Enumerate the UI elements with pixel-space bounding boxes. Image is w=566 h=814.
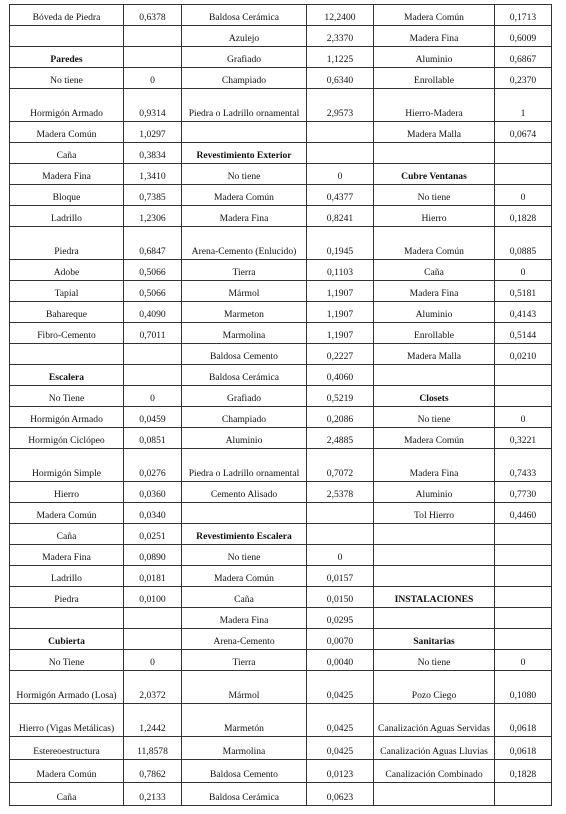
item-coefficient: 0,0360 xyxy=(124,482,182,503)
item-coefficient: 1,1225 xyxy=(307,47,374,68)
item-name: Pozo Ciego xyxy=(374,671,495,704)
item-coefficient: 2,0372 xyxy=(124,671,182,704)
item-coefficient: 0,0890 xyxy=(124,545,182,566)
item-coefficient xyxy=(124,365,182,386)
item-coefficient: 0,0425 xyxy=(307,671,374,704)
item-name xyxy=(182,122,307,143)
table-row xyxy=(10,68,552,89)
coefficients-table xyxy=(9,4,552,806)
item-name: Hormigón Simple xyxy=(10,449,124,482)
section-header: Paredes xyxy=(10,47,124,68)
item-coefficient: 0,0340 xyxy=(124,503,182,524)
item-name: Madera Malla xyxy=(374,122,495,143)
table-row xyxy=(10,281,552,302)
table-row xyxy=(10,206,552,227)
item-name: Bahareque xyxy=(10,302,124,323)
item-name: No Tiene xyxy=(10,386,124,407)
item-name: Enrollable xyxy=(374,323,495,344)
table-row xyxy=(10,386,552,407)
item-coefficient: 1,2306 xyxy=(124,206,182,227)
item-name: Madera Fina xyxy=(374,26,495,47)
item-name: Madera Fina xyxy=(10,545,124,566)
item-coefficient xyxy=(495,783,552,806)
item-name xyxy=(374,365,495,386)
table-row xyxy=(10,783,552,806)
item-name: Marmetón xyxy=(182,704,307,737)
item-name: Arena-Cemento xyxy=(182,629,307,650)
section-header: Closets xyxy=(374,386,495,407)
item-coefficient: 0,1713 xyxy=(495,5,552,26)
item-name xyxy=(374,608,495,629)
item-coefficient: 0,4460 xyxy=(495,503,552,524)
item-name: Madera Fina xyxy=(10,164,124,185)
item-coefficient xyxy=(495,629,552,650)
item-coefficient: 1,1907 xyxy=(307,302,374,323)
table-row xyxy=(10,650,552,671)
item-coefficient: 1,1907 xyxy=(307,281,374,302)
item-coefficient: 0 xyxy=(495,650,552,671)
item-name: Madera Común xyxy=(374,227,495,260)
item-name: Baldosa Cemento xyxy=(182,344,307,365)
item-coefficient: 0,0885 xyxy=(495,227,552,260)
item-coefficient: 0 xyxy=(495,185,552,206)
item-name: Grafiado xyxy=(182,386,307,407)
item-coefficient: 0,0459 xyxy=(124,407,182,428)
item-coefficient: 0,7730 xyxy=(495,482,552,503)
item-name: Aluminio xyxy=(374,302,495,323)
table-row xyxy=(10,737,552,760)
item-coefficient: 0,0040 xyxy=(307,650,374,671)
item-coefficient: 0,0618 xyxy=(495,737,552,760)
item-name: Mármol xyxy=(182,281,307,302)
item-name: Marmolina xyxy=(182,737,307,760)
item-name: Canalización Aguas Lluvias xyxy=(374,737,495,760)
item-name: Tapial xyxy=(10,281,124,302)
table-row xyxy=(10,482,552,503)
item-coefficient: 0,0181 xyxy=(124,566,182,587)
item-name: Piedra o Ladrillo ornamental xyxy=(182,89,307,122)
item-coefficient xyxy=(495,587,552,608)
item-name: Tierra xyxy=(182,260,307,281)
item-name: Aluminio xyxy=(374,47,495,68)
table-body xyxy=(10,5,552,806)
item-coefficient: 0 xyxy=(124,68,182,89)
item-name: Champiado xyxy=(182,68,307,89)
table-row xyxy=(10,587,552,608)
table-row xyxy=(10,629,552,650)
item-coefficient xyxy=(307,122,374,143)
item-name: Madera Común xyxy=(10,503,124,524)
item-coefficient xyxy=(495,386,552,407)
item-coefficient: 0,0425 xyxy=(307,737,374,760)
item-name: Caña xyxy=(10,143,124,164)
item-name: Ladrillo xyxy=(10,206,124,227)
item-coefficient: 0,0210 xyxy=(495,344,552,365)
item-name: Piedra xyxy=(10,587,124,608)
item-coefficient: 0,0123 xyxy=(307,760,374,783)
item-name: Baldosa Cerámica xyxy=(182,783,307,806)
table-row xyxy=(10,449,552,482)
item-coefficient xyxy=(495,164,552,185)
item-coefficient: 0,0157 xyxy=(307,566,374,587)
item-coefficient: 0,7862 xyxy=(124,760,182,783)
item-coefficient: 0,3834 xyxy=(124,143,182,164)
item-coefficient: 12,2400 xyxy=(307,5,374,26)
item-coefficient: 0,0425 xyxy=(307,704,374,737)
item-coefficient: 0,0295 xyxy=(307,608,374,629)
item-coefficient: 0,6378 xyxy=(124,5,182,26)
section-header: Cubre Ventanas xyxy=(374,164,495,185)
item-coefficient: 0,0100 xyxy=(124,587,182,608)
item-coefficient xyxy=(124,344,182,365)
item-coefficient: 1,1907 xyxy=(307,323,374,344)
item-coefficient: 0,3221 xyxy=(495,428,552,449)
item-name: Arena-Cemento (Enlucido) xyxy=(182,227,307,260)
table-row xyxy=(10,566,552,587)
item-coefficient: 0,6009 xyxy=(495,26,552,47)
item-name: Madera Común xyxy=(10,760,124,783)
item-name: Ladrillo xyxy=(10,566,124,587)
item-name: Baldosa Cemento xyxy=(182,760,307,783)
item-coefficient: 0 xyxy=(307,164,374,185)
item-coefficient xyxy=(307,503,374,524)
item-name: No tiene xyxy=(374,407,495,428)
item-coefficient xyxy=(307,524,374,545)
table-row xyxy=(10,608,552,629)
item-name: Hierro-Madera xyxy=(374,89,495,122)
item-coefficient: 0,6867 xyxy=(495,47,552,68)
item-name xyxy=(374,143,495,164)
item-coefficient: 0,9314 xyxy=(124,89,182,122)
item-coefficient: 0,5066 xyxy=(124,260,182,281)
table-row xyxy=(10,365,552,386)
item-coefficient xyxy=(124,47,182,68)
table-row xyxy=(10,428,552,449)
section-header: Sanitarias xyxy=(374,629,495,650)
table-row xyxy=(10,524,552,545)
item-coefficient: 0,7433 xyxy=(495,449,552,482)
section-header: Revestimiento Exterior xyxy=(182,143,307,164)
item-name: Hormigón Armado (Losa) xyxy=(10,671,124,704)
table-row xyxy=(10,323,552,344)
item-coefficient: 0,2370 xyxy=(495,68,552,89)
item-name: Madera Fina xyxy=(374,281,495,302)
item-coefficient: 0,0276 xyxy=(124,449,182,482)
item-name: No tiene xyxy=(374,650,495,671)
item-coefficient: 0 xyxy=(495,407,552,428)
table-row xyxy=(10,545,552,566)
item-coefficient: 1,0297 xyxy=(124,122,182,143)
item-coefficient: 0,1828 xyxy=(495,206,552,227)
item-coefficient: 2,5378 xyxy=(307,482,374,503)
item-name: Marmeton xyxy=(182,302,307,323)
item-coefficient: 0,0251 xyxy=(124,524,182,545)
item-name: No tiene xyxy=(182,545,307,566)
table-row xyxy=(10,671,552,704)
table-row xyxy=(10,760,552,783)
item-name: Tol Hierro xyxy=(374,503,495,524)
item-name: Bloque xyxy=(10,185,124,206)
item-coefficient: 0,1945 xyxy=(307,227,374,260)
item-coefficient xyxy=(124,608,182,629)
item-name: Hormigón Armado xyxy=(10,89,124,122)
item-coefficient: 0,7072 xyxy=(307,449,374,482)
item-name: Hormigón Ciclópeo xyxy=(10,428,124,449)
item-coefficient: 2,3370 xyxy=(307,26,374,47)
item-name: Hierro xyxy=(10,482,124,503)
item-name: Caña xyxy=(182,587,307,608)
item-coefficient: 0,0070 xyxy=(307,629,374,650)
item-coefficient xyxy=(307,143,374,164)
table-row xyxy=(10,407,552,428)
item-coefficient: 0,6847 xyxy=(124,227,182,260)
table-row xyxy=(10,143,552,164)
item-coefficient xyxy=(124,26,182,47)
item-name: Madera Malla xyxy=(374,344,495,365)
item-name: Madera Común xyxy=(182,185,307,206)
table-row xyxy=(10,47,552,68)
section-header: Cubierta xyxy=(10,629,124,650)
table-row xyxy=(10,302,552,323)
table-row xyxy=(10,344,552,365)
item-coefficient: 0,0674 xyxy=(495,122,552,143)
item-name: Mármol xyxy=(182,671,307,704)
item-coefficient: 0,1828 xyxy=(495,760,552,783)
item-name xyxy=(10,26,124,47)
item-coefficient xyxy=(124,629,182,650)
item-name xyxy=(10,344,124,365)
item-coefficient xyxy=(495,365,552,386)
item-name: Champiado xyxy=(182,407,307,428)
item-name: Fibro-Cemento xyxy=(10,323,124,344)
item-name: Hierro xyxy=(374,206,495,227)
item-name xyxy=(374,545,495,566)
item-name xyxy=(374,783,495,806)
item-coefficient: 0,2133 xyxy=(124,783,182,806)
item-name: Canalización Combinado xyxy=(374,760,495,783)
item-name: No Tiene xyxy=(10,650,124,671)
item-name: Azulejo xyxy=(182,26,307,47)
item-name: Piedra xyxy=(10,227,124,260)
item-coefficient: 0,7011 xyxy=(124,323,182,344)
table-row xyxy=(10,164,552,185)
item-coefficient: 0,0623 xyxy=(307,783,374,806)
item-coefficient: 0,6340 xyxy=(307,68,374,89)
item-name xyxy=(182,503,307,524)
item-coefficient: 0 xyxy=(124,650,182,671)
item-name xyxy=(374,524,495,545)
item-coefficient: 11,8578 xyxy=(124,737,182,760)
item-coefficient xyxy=(495,566,552,587)
section-header: Revestimiento Escalera xyxy=(182,524,307,545)
item-name: No tiene xyxy=(374,185,495,206)
item-name: Marmolina xyxy=(182,323,307,344)
item-name: Enrollable xyxy=(374,68,495,89)
item-coefficient: 0,5181 xyxy=(495,281,552,302)
item-name: Madera Fina xyxy=(182,608,307,629)
table-row xyxy=(10,503,552,524)
item-name: Madera Común xyxy=(10,122,124,143)
item-coefficient: 0,0618 xyxy=(495,704,552,737)
item-coefficient: 0,4143 xyxy=(495,302,552,323)
item-name: Madera Común xyxy=(374,5,495,26)
item-coefficient: 0,0851 xyxy=(124,428,182,449)
table-row xyxy=(10,89,552,122)
item-coefficient: 0,5144 xyxy=(495,323,552,344)
item-coefficient: 0,0150 xyxy=(307,587,374,608)
item-coefficient: 0,1080 xyxy=(495,671,552,704)
item-name: Grafiado xyxy=(182,47,307,68)
table-row xyxy=(10,26,552,47)
item-name: Baldosa Cerámica xyxy=(182,365,307,386)
item-coefficient: 2,9573 xyxy=(307,89,374,122)
item-name: Adobe xyxy=(10,260,124,281)
item-name: Bóveda de Piedra xyxy=(10,5,124,26)
item-name: No tiene xyxy=(10,68,124,89)
table-row xyxy=(10,227,552,260)
table-row xyxy=(10,122,552,143)
item-name xyxy=(10,608,124,629)
item-coefficient: 1,2442 xyxy=(124,704,182,737)
item-coefficient: 0 xyxy=(307,545,374,566)
item-name: Canalización Aguas Servidas xyxy=(374,704,495,737)
table-row xyxy=(10,704,552,737)
item-name: Madera Común xyxy=(182,566,307,587)
item-coefficient: 0,7385 xyxy=(124,185,182,206)
item-name: Madera Común xyxy=(374,428,495,449)
item-name: Madera Fina xyxy=(182,206,307,227)
item-name: No tiene xyxy=(182,164,307,185)
item-coefficient: 1,3410 xyxy=(124,164,182,185)
item-name xyxy=(374,566,495,587)
item-name: Baldosa Cerámica xyxy=(182,5,307,26)
item-name: Aluminio xyxy=(374,482,495,503)
item-coefficient: 0,4377 xyxy=(307,185,374,206)
item-name: Aluminio xyxy=(182,428,307,449)
item-coefficient: 0 xyxy=(495,260,552,281)
item-coefficient: 2,4885 xyxy=(307,428,374,449)
item-name: Piedra o Ladrillo ornamental xyxy=(182,449,307,482)
item-coefficient: 0,4060 xyxy=(307,365,374,386)
item-coefficient: 0,2227 xyxy=(307,344,374,365)
table-row xyxy=(10,260,552,281)
item-name: Tierra xyxy=(182,650,307,671)
item-coefficient: 0,5066 xyxy=(124,281,182,302)
section-header: INSTALACIONES xyxy=(374,587,495,608)
item-name: Cemento Alisado xyxy=(182,482,307,503)
table-row xyxy=(10,5,552,26)
item-coefficient: 0,4090 xyxy=(124,302,182,323)
item-name: Caña xyxy=(10,524,124,545)
item-name: Madera Fina xyxy=(374,449,495,482)
item-name: Hormigón Armado xyxy=(10,407,124,428)
item-coefficient: 0,1103 xyxy=(307,260,374,281)
item-name: Caña xyxy=(10,783,124,806)
item-coefficient xyxy=(495,524,552,545)
item-name: Caña xyxy=(374,260,495,281)
table-row xyxy=(10,185,552,206)
item-name: Estereoestructura xyxy=(10,737,124,760)
item-coefficient: 0,5219 xyxy=(307,386,374,407)
section-header: Escalera xyxy=(10,365,124,386)
item-coefficient: 0,2086 xyxy=(307,407,374,428)
item-name: Hierro (Vigas Metálicas) xyxy=(10,704,124,737)
item-coefficient: 0,8241 xyxy=(307,206,374,227)
item-coefficient xyxy=(495,545,552,566)
item-coefficient: 0 xyxy=(124,386,182,407)
item-coefficient xyxy=(495,143,552,164)
item-coefficient: 1 xyxy=(495,89,552,122)
item-coefficient xyxy=(495,608,552,629)
